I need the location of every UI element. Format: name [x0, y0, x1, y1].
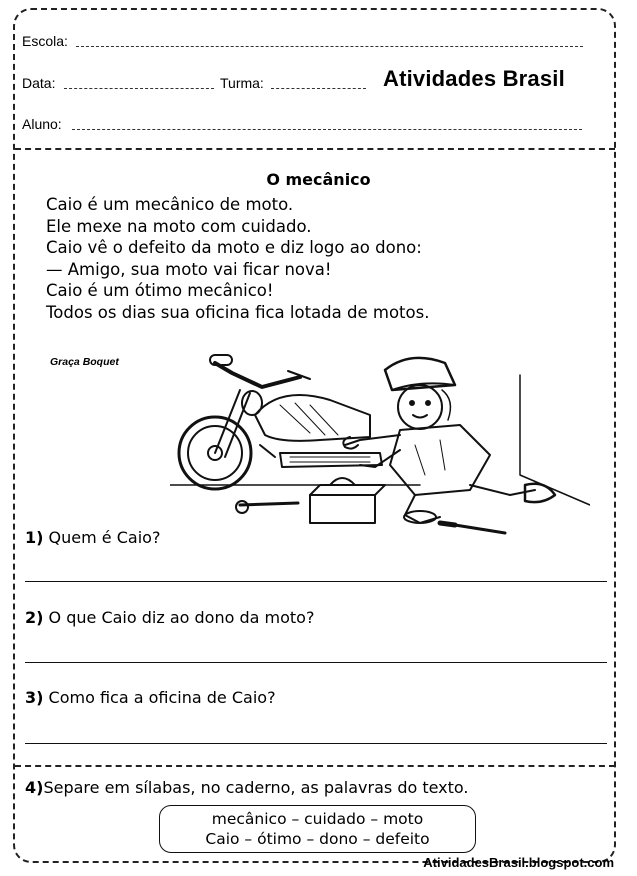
header-divider: [15, 148, 615, 150]
brand-title: Atividades Brasil: [383, 66, 565, 91]
question-number: 3): [25, 688, 44, 707]
question-text: Separe em sílabas, no caderno, as palavras do texto.: [43, 778, 469, 797]
word-box-line: Caio – ótimo – dono – defeito: [205, 830, 430, 848]
student-field[interactable]: [72, 129, 582, 130]
mechanic-illustration: [170, 345, 590, 535]
question-text: O que Caio diz ao dono da moto?: [48, 608, 315, 627]
question-text: Quem é Caio?: [48, 528, 161, 547]
section-divider: [15, 765, 615, 767]
story-line: Caio é um mecânico de moto.: [46, 195, 294, 214]
word-box: [159, 805, 476, 853]
story-title: O mecânico: [266, 170, 371, 189]
question-3: [25, 688, 276, 707]
class-label: Turma:: [220, 75, 264, 91]
word-box-line: mecânico – cuidado – moto: [211, 810, 424, 828]
school-field[interactable]: [76, 46, 583, 47]
date-label: Data:: [22, 75, 56, 91]
story-line: Todos os dias sua oficina fica lotada de motos.: [46, 302, 430, 322]
answer-line-2[interactable]: [25, 662, 607, 663]
author-credit: Graça Boquet: [50, 356, 119, 368]
story-line: — Amigo, sua moto vai ficar nova!: [46, 259, 332, 279]
school-label: Escola:: [22, 33, 68, 49]
question-number: 2): [25, 608, 44, 627]
story-line: Caio é um ótimo mecânico!: [46, 281, 274, 300]
answer-line-1[interactable]: [25, 581, 607, 582]
story-line: Caio vê o defeito da moto e diz logo ao dono:: [46, 238, 422, 257]
student-label: Aluno:: [22, 116, 62, 132]
question-2: [25, 608, 314, 627]
question-4: [25, 778, 469, 797]
story-line: Ele mexe na moto com cuidado.: [46, 216, 312, 236]
question-number: 4): [25, 778, 44, 797]
footer-url[interactable]: AtividadesBrasil.blogspot.com: [423, 855, 614, 870]
answer-line-3[interactable]: [25, 743, 607, 744]
class-field[interactable]: [271, 88, 366, 89]
question-1: [25, 528, 160, 547]
question-number: 1): [25, 528, 44, 547]
story-text: [46, 194, 429, 323]
question-text: Como fica a oficina de Caio?: [48, 688, 276, 707]
date-field[interactable]: [64, 88, 214, 89]
